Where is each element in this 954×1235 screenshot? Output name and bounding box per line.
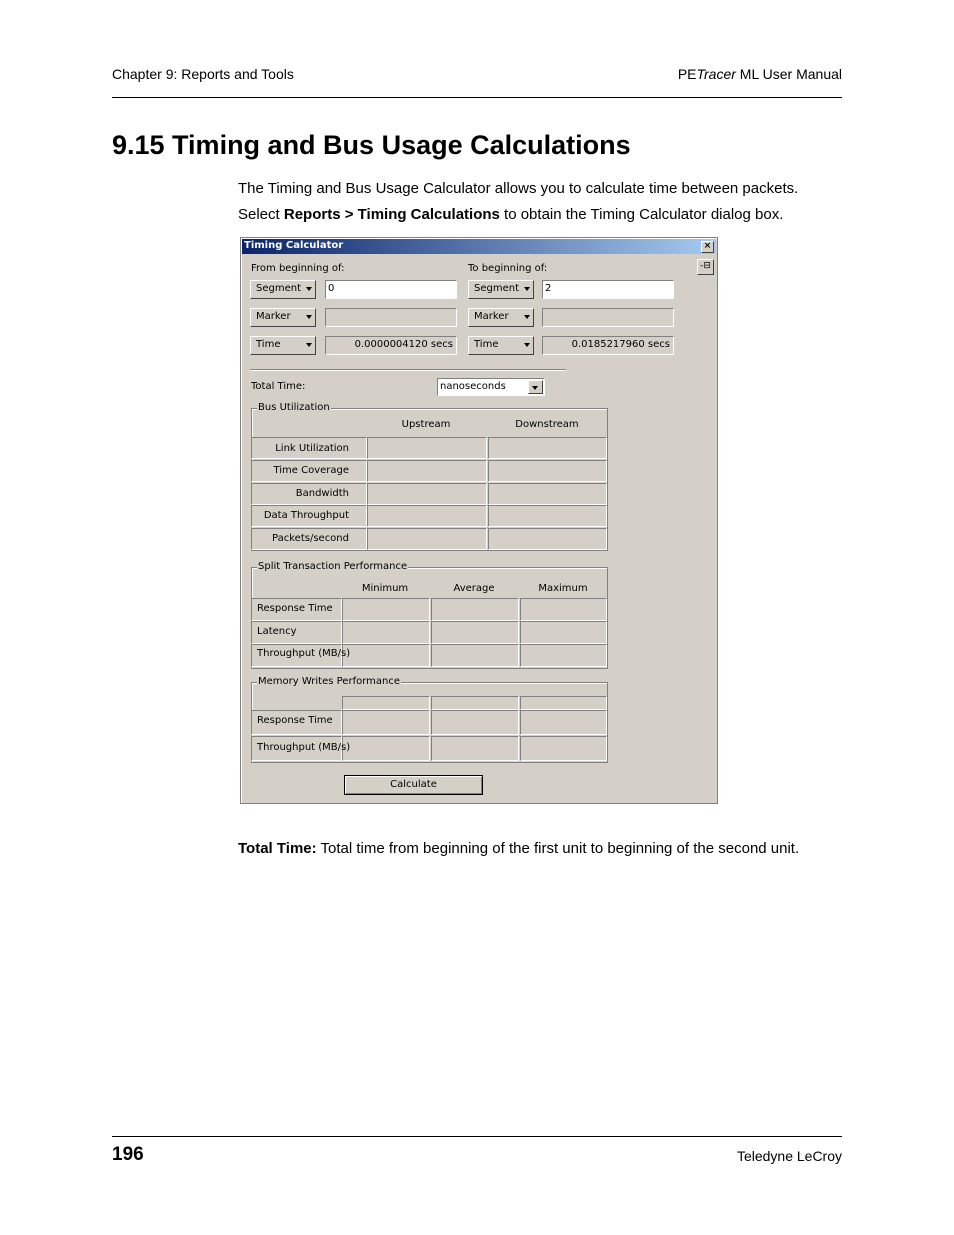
table-cell	[520, 621, 607, 644]
manual-header-prefix: PE	[677, 66, 697, 82]
table-cell	[431, 710, 519, 735]
table-cell	[431, 621, 519, 644]
to-marker-combo[interactable]	[468, 308, 534, 327]
row-label: Response Time	[257, 603, 333, 614]
row-label: Link Utilization	[275, 443, 349, 454]
total-time-label: Total Time:	[251, 381, 306, 392]
minimum-header: Minimum	[361, 583, 409, 594]
table-cell	[342, 710, 430, 735]
section-title: 9.15 Timing and Bus Usage Calculations	[112, 130, 631, 160]
select-instruction	[238, 206, 783, 223]
table-cell	[431, 598, 519, 621]
total-time-unit-value: nanoseconds	[440, 381, 506, 392]
from-marker-field[interactable]	[325, 308, 457, 327]
dialog-titlebar[interactable]	[242, 239, 716, 254]
timing-calculator-dialog	[240, 237, 718, 804]
table-cell	[342, 736, 430, 761]
from-segment-value: 0	[328, 283, 335, 294]
average-header: Average	[453, 583, 495, 594]
table-cell	[520, 696, 607, 710]
table-cell	[488, 460, 607, 482]
from-segment-combo-label: Segment	[256, 283, 301, 294]
to-segment-combo[interactable]	[468, 280, 534, 299]
table-cell	[431, 644, 519, 667]
bus-utilization-caption: Bus Utilization	[258, 402, 330, 413]
row-label: Time Coverage	[273, 465, 349, 476]
footer-rule	[112, 1136, 842, 1137]
company-name: Teledyne LeCroy	[736, 1148, 842, 1164]
maximum-header: Maximum	[538, 583, 588, 594]
to-segment-field[interactable]	[542, 280, 674, 299]
divider	[250, 369, 566, 371]
table-cell	[367, 505, 487, 527]
dropdown-button[interactable]	[528, 380, 543, 394]
from-time-field[interactable]	[325, 336, 457, 355]
table-cell	[488, 505, 607, 527]
table-cell	[342, 621, 430, 644]
table-cell	[488, 483, 607, 505]
from-segment-field[interactable]	[325, 280, 457, 299]
table-cell	[342, 644, 430, 667]
to-label: To beginning of:	[468, 263, 548, 274]
from-marker-combo[interactable]	[250, 308, 316, 327]
table-cell	[342, 696, 430, 710]
chevron-down-icon	[524, 315, 530, 319]
table-cell	[367, 528, 487, 550]
to-time-combo[interactable]	[468, 336, 534, 355]
chevron-down-icon	[306, 315, 312, 319]
table-cell	[367, 460, 487, 482]
intro-paragraph: The Timing and Bus Usage Calculator allows you to calculate time between packets.	[238, 180, 799, 197]
table-cell	[342, 598, 430, 621]
manual-header-italic: Tracer	[696, 66, 736, 82]
chevron-down-icon	[532, 386, 538, 390]
table-cell	[488, 437, 607, 459]
row-label: Response Time	[257, 715, 333, 726]
row-label: Data Throughput	[263, 510, 349, 521]
to-marker-field[interactable]	[542, 308, 674, 327]
chevron-down-icon	[524, 343, 530, 347]
row-label: Throughput (MB/s)	[257, 742, 351, 753]
chapter-header: Chapter 9: Reports and Tools	[112, 66, 294, 82]
total-time-text: Total time from beginning of the first unit to beginning of the second unit.	[316, 840, 800, 857]
to-segment-value: 2	[545, 283, 552, 294]
table-cell	[520, 598, 607, 621]
manual-header	[678, 66, 842, 82]
upstream-header: Upstream	[401, 419, 451, 430]
manual-header-suffix: ML User Manual	[735, 66, 842, 82]
menu-path: Reports > Timing Calculations	[283, 206, 500, 223]
chevron-down-icon	[524, 287, 530, 291]
total-time-unit-select[interactable]	[437, 378, 545, 396]
table-cell	[520, 736, 607, 761]
table-cell	[431, 696, 519, 710]
to-time-field[interactable]	[542, 336, 674, 355]
total-time-term: Total Time:	[238, 840, 317, 857]
from-time-combo[interactable]	[250, 336, 316, 355]
table-cell	[520, 644, 607, 667]
select-post: to obtain the Timing Calculator dialog box.	[499, 206, 784, 223]
chevron-down-icon	[306, 287, 312, 291]
from-time-value: 0.0000004120 secs	[354, 339, 453, 350]
pin-icon[interactable]: -⊟	[697, 259, 714, 275]
total-time-description	[238, 840, 799, 857]
row-label: Packets/second	[272, 533, 349, 544]
to-time-combo-label: Time	[474, 339, 499, 350]
table-cell	[367, 483, 487, 505]
calculate-button[interactable]: Calculate	[344, 775, 483, 795]
from-label: From beginning of:	[251, 263, 345, 274]
table-cell	[431, 736, 519, 761]
page-number: 196	[112, 1144, 144, 1165]
dialog-title: Timing Calculator	[244, 240, 344, 251]
chevron-down-icon	[306, 343, 312, 347]
row-label: Throughput (MB/s)	[257, 648, 351, 659]
split-transaction-caption: Split Transaction Performance	[258, 561, 408, 572]
downstream-header: Downstream	[515, 419, 579, 430]
table-cell	[520, 710, 607, 735]
memory-writes-caption: Memory Writes Performance	[258, 676, 401, 687]
row-label: Bandwidth	[295, 488, 349, 499]
from-segment-combo[interactable]	[250, 280, 316, 299]
table-cell	[367, 437, 487, 459]
to-marker-combo-label: Marker	[474, 311, 509, 322]
header-rule	[112, 97, 842, 98]
row-label: Latency	[257, 626, 297, 637]
to-segment-combo-label: Segment	[474, 283, 519, 294]
to-time-value: 0.0185217960 secs	[571, 339, 670, 350]
from-marker-combo-label: Marker	[256, 311, 291, 322]
select-pre: Select	[238, 206, 284, 223]
table-cell	[488, 528, 607, 550]
close-icon[interactable]: ×	[701, 241, 714, 253]
from-time-combo-label: Time	[256, 339, 281, 350]
